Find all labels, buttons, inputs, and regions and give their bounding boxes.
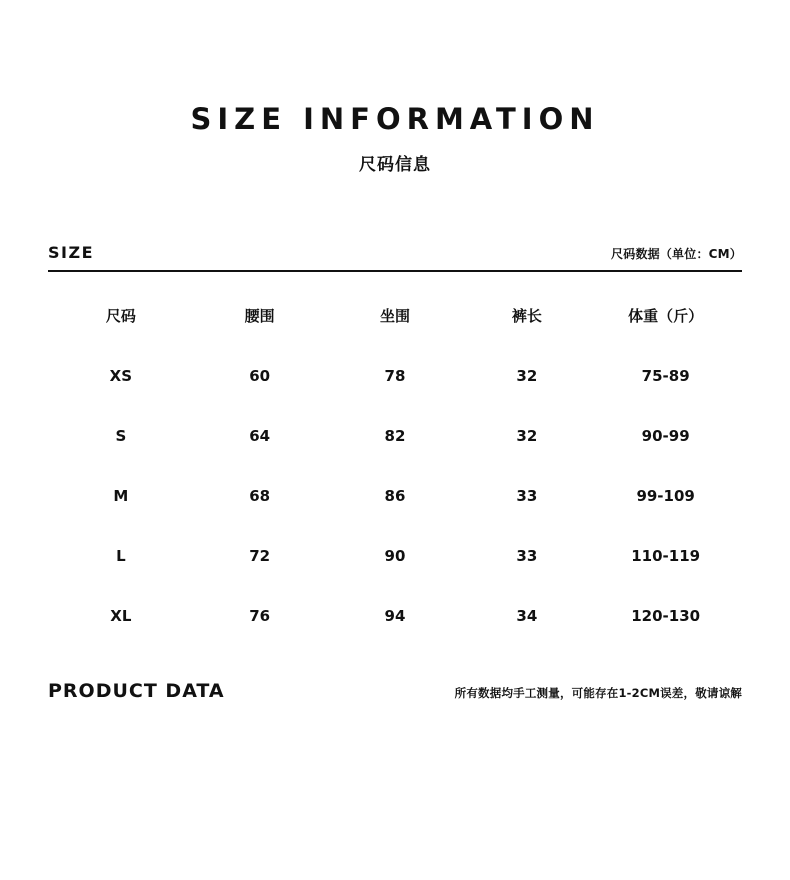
cell-weight: 75-89: [641, 366, 690, 385]
cell-size: L: [116, 546, 126, 565]
table-row: [48, 586, 742, 646]
cell-size: XL: [110, 606, 132, 625]
cell-length: 32: [516, 366, 538, 385]
cell-weight: 120-130: [631, 606, 701, 625]
cell-size: M: [113, 486, 129, 505]
cell-length: 32: [516, 426, 538, 445]
cell-length: 33: [516, 546, 538, 565]
page-footer: [48, 680, 742, 702]
cell-size: S: [115, 426, 127, 445]
cell-hip: 78: [384, 366, 406, 385]
cell-weight: 110-119: [631, 546, 701, 565]
cell-waist: 64: [249, 426, 271, 445]
column-header-size: 尺码: [105, 307, 136, 326]
size-table: [48, 286, 742, 646]
page-subtitle: 尺码信息: [359, 154, 431, 175]
cell-weight: 99-109: [636, 486, 695, 505]
table-header-row: [48, 286, 742, 346]
cell-hip: 90: [384, 546, 406, 565]
column-header-length: 裤长: [511, 307, 542, 326]
cell-waist: 72: [249, 546, 271, 565]
cell-length: 34: [516, 606, 538, 625]
cell-hip: 82: [384, 426, 406, 445]
page-title: SIZE INFORMATION: [190, 102, 600, 136]
column-header-waist: 腰围: [244, 307, 275, 326]
table-row: [48, 406, 742, 466]
table-row: [48, 466, 742, 526]
size-label: SIZE: [48, 242, 95, 262]
measurement-note: 所有数据均手工测量，可能存在1-2CM误差，敬请谅解: [454, 685, 742, 700]
cell-weight: 90-99: [641, 426, 690, 445]
column-header-weight: 体重（斤）: [628, 307, 704, 326]
product-data-label: PRODUCT DATA: [48, 679, 225, 702]
size-units-note: 尺码数据（单位：CM）: [611, 246, 742, 261]
cell-waist: 76: [249, 606, 271, 625]
size-section-header: [48, 243, 742, 272]
cell-hip: 94: [384, 606, 406, 625]
cell-hip: 86: [384, 486, 406, 505]
column-header-hip: 坐围: [379, 307, 410, 326]
page-header: [48, 0, 742, 175]
cell-length: 33: [516, 486, 538, 505]
table-row: [48, 346, 742, 406]
cell-waist: 60: [249, 366, 271, 385]
cell-size: XS: [109, 366, 133, 385]
table-row: [48, 526, 742, 586]
cell-waist: 68: [249, 486, 271, 505]
